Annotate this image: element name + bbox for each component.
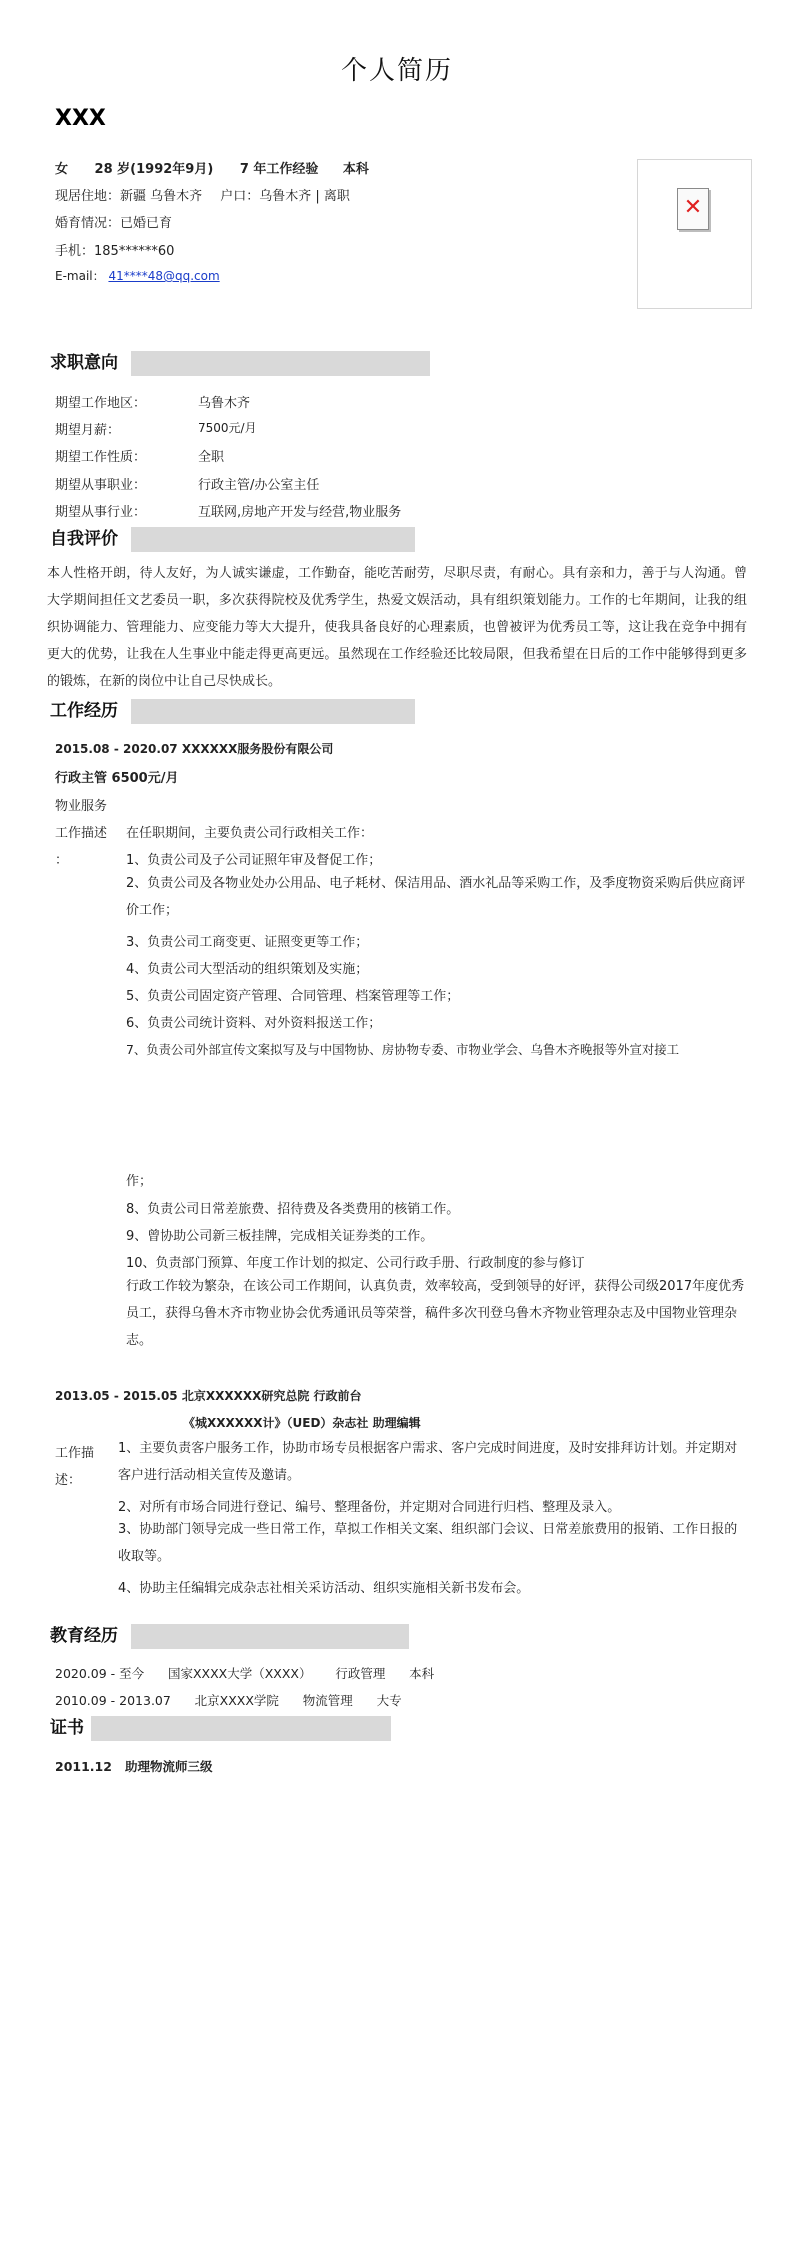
job-desc-label: 述： [55, 1473, 82, 1488]
job-desc-line: 4、协助主任编辑完成杂志社相关采访活动、组织实施相关新书发布会。 [118, 1581, 530, 1596]
job-desc-line: 在任职期间，主要负责公司行政相关工作： [126, 826, 374, 841]
intention-value: 行政主管/办公室主任 [198, 478, 320, 493]
job-desc-label: 工作描 [55, 1446, 95, 1461]
residence-row [55, 185, 350, 204]
job-desc-line: 2、负责公司及各物业处办公用品、电子耗材、保洁用品、酒水礼品等采购工作，及季度物资采购后供应商评价工作； [126, 876, 746, 918]
job-desc-line: 9、曾协助公司新三板挂牌，完成相关证券类的工作。 [126, 1229, 434, 1244]
section-title: 求职意向 [46, 351, 118, 376]
intention-label: 期望工作性质： [55, 450, 147, 465]
job-desc-line: 5、负责公司固定资产管理、合同管理、档案管理等工作； [126, 989, 460, 1004]
intention-label: 期望从事职业： [55, 478, 147, 493]
job-desc-line: 4、负责公司大型活动的组织策划及实施； [126, 962, 369, 977]
intention-label: 期望月薪： [55, 423, 121, 438]
job-period-company: 2015.08 - 2020.07 XXXXXX服务股份有限公司 [55, 742, 334, 756]
degree: 本科 [342, 162, 369, 177]
marital-status: 婚育情况：已婚已育 [55, 216, 173, 231]
email-label: E-mail： [55, 269, 105, 283]
intention-value: 乌鲁木齐 [198, 396, 251, 411]
age: 28 岁(1992年9月) [94, 162, 214, 177]
section-header-self-eval [46, 527, 415, 552]
job-desc-line: 作； [126, 1174, 153, 1189]
job-desc-label: ： [55, 853, 69, 868]
section-title: 证书 [46, 1716, 84, 1741]
education-row: 2020.09 - 至今 国家XXXX大学（XXXX） 行政管理 本科 [55, 1666, 435, 1681]
phone: 手机：185******60 [55, 244, 175, 259]
section-bar [91, 1716, 391, 1741]
basic-summary [55, 158, 369, 177]
job-desc-label: 工作描述 [55, 826, 108, 841]
gender: 女 [55, 162, 69, 177]
page-title: 个人简历 [340, 56, 453, 86]
education-row: 2010.09 - 2013.07 北京XXXX学院 物流管理 大专 [55, 1693, 402, 1708]
section-title: 工作经历 [46, 699, 118, 724]
section-bar [131, 351, 430, 376]
certificate-row: 2011.12 助理物流师三级 [55, 1759, 213, 1774]
job-desc-line: 3、负责公司工商变更、证照变更等工作； [126, 935, 369, 950]
job-desc-line: 7、负责公司外部宣传文案拟写及与中国物协、房协物专委、市物业学会、乌鲁木齐晚报等外宣对接工 [126, 1042, 680, 1057]
work-years: 7 年工作经验 [239, 162, 319, 177]
job-desc-line: 行政工作较为繁杂，在该公司工作期间，认真负责，效率较高，受到领导的好评，获得公司级2017年度优秀员工，获得乌鲁木齐市物业协会优秀通讯员等荣誉，稿件多次刊登乌鲁木齐物业管理杂志及中国物业管理杂志。 [126, 1279, 745, 1348]
job-position-salary: 行政主管 6500元/月 [55, 771, 179, 786]
broken-image-icon: ✕ [677, 188, 709, 230]
job-desc-line: 3、协助部门领导完成一些日常工作，草拟工作相关文案、组织部门会议、日常差旅费用的报销、工作日报的收取等。 [118, 1522, 738, 1564]
residence: 现居住地：新疆 乌鲁木齐 [55, 189, 203, 204]
intention-value: 全职 [198, 450, 225, 465]
job-industry: 物业服务 [55, 799, 108, 814]
job-period-company: 2013.05 - 2015.05 北京XXXXXX研究总院 行政前台 [55, 1389, 362, 1403]
candidate-name: XXX [55, 106, 106, 131]
job-desc-line: 2、对所有市场合同进行登记、编号、整理备份，并定期对合同进行归档、整理及录入。 [118, 1500, 621, 1515]
intention-value: 互联网,房地产开发与经营,物业服务 [198, 505, 402, 520]
intention-value: 7500元/月 [198, 421, 257, 435]
intention-label: 期望工作地区： [55, 396, 147, 411]
email-link[interactable]: 41****48@qq.com [108, 269, 220, 283]
section-bar [131, 699, 415, 724]
section-header-work [46, 699, 415, 724]
section-bar [131, 1624, 409, 1649]
job-desc-line: 6、负责公司统计资料、对外资料报送工作； [126, 1016, 382, 1031]
job-desc-line: 10、负责部门预算、年度工作计划的拟定、公司行政手册、行政制度的参与修订 [126, 1256, 585, 1271]
intention-label: 期望从事行业： [55, 505, 147, 520]
photo-frame [637, 159, 752, 309]
section-header-intention [46, 351, 430, 376]
section-header-certificate [46, 1716, 391, 1741]
section-bar [131, 527, 415, 552]
section-header-education [46, 1624, 409, 1649]
job-desc-line: 1、主要负责客户服务工作，协助市场专员根据客户需求、客户完成时间进度，及时安排拜访计划。并定期对客户进行活动相关宣传及邀请。 [118, 1441, 738, 1483]
hukou: 户口：乌鲁木齐 | 离职 [220, 189, 350, 204]
section-title: 教育经历 [46, 1624, 118, 1649]
email-row [55, 267, 220, 284]
job-desc-line: 8、负责公司日常差旅费、招待费及各类费用的核销工作。 [126, 1202, 460, 1217]
section-title: 自我评价 [46, 527, 118, 552]
job-desc-line: 1、负责公司及子公司证照年审及督促工作； [126, 853, 382, 868]
self-evaluation-text: 本人性格开朗，待人友好，为人诚实谦虚，工作勤奋，能吃苦耐劳，尽职尽责，有耐心。具有亲和力，善于与人沟通。曾大学期间担任文艺委员一职，多次获得院校及优秀学生，热爱文娱活动，具有组织策划能力。工作的七年期间，让我的组织协调能力、管理能力、应变能力等大大提升，使我具备良好的心理素质，也曾被评为优秀员工等，这让我在竞争中拥有更大的优势，让我在人生事业中能走得更高更远。虽然现在工作经验还比较局限，但我希望在日后的工作中能够得到更多的锻炼，在新的岗位中让自己尽快成长。 [47, 566, 747, 689]
job-subtitle: 《城XXXXXX计》（UED）杂志社 助理编辑 [183, 1416, 421, 1430]
